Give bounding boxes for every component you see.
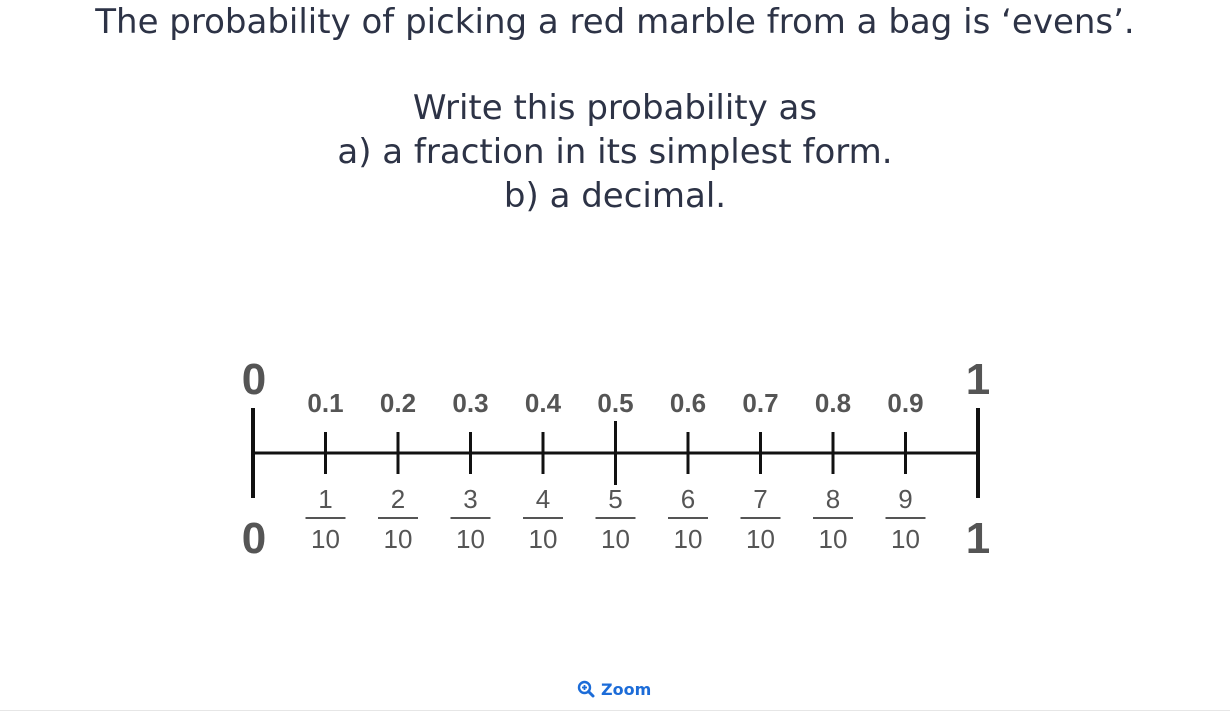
fraction-denominator: 10: [818, 524, 848, 554]
number-line-end-label-bottom: 1: [965, 514, 991, 563]
zoom-label: Zoom: [601, 679, 652, 699]
number-line: [0, 340, 1230, 580]
fraction-denominator: 10: [601, 524, 630, 554]
number-line-start-label-top: 0: [241, 355, 267, 404]
decimal-label: 0.5: [597, 388, 634, 418]
decimal-label: 0.4: [524, 388, 562, 418]
instruction-part-a: a) a fraction in its simplest form.: [337, 132, 893, 172]
fraction-numerator: 2: [390, 484, 406, 514]
number-line-end-label-top: 1: [965, 355, 991, 404]
fraction-numerator: 3: [463, 484, 478, 514]
decimal-label: 0.2: [379, 388, 417, 418]
number-line-ticks: [306, 388, 926, 554]
fraction-numerator: 4: [535, 484, 551, 514]
instruction-line: Write this probability as: [412, 88, 818, 128]
question-instructions: [0, 86, 1230, 218]
fraction-denominator: 10: [528, 524, 558, 554]
decimal-label: 0.7: [742, 388, 779, 418]
zoom-in-icon: [577, 680, 595, 698]
fraction-denominator: 10: [383, 524, 413, 554]
fraction-numerator: 6: [680, 484, 696, 514]
instruction-part-b: b) a decimal.: [503, 176, 727, 216]
fraction-denominator: 10: [311, 524, 340, 554]
fraction-denominator: 10: [891, 524, 920, 554]
fraction-numerator: 1: [318, 484, 333, 514]
divider: [0, 710, 1230, 711]
fraction-denominator: 10: [746, 524, 775, 554]
decimal-label: 0.8: [814, 388, 852, 418]
decimal-label: 0.1: [307, 388, 344, 418]
fraction-numerator: 8: [825, 484, 841, 514]
fraction-denominator: 10: [673, 524, 703, 554]
number-line-start-label-bottom: 0: [241, 514, 267, 563]
fraction-numerator: 7: [753, 484, 768, 514]
zoom-button[interactable]: [577, 676, 651, 702]
decimal-label: 0.6: [669, 388, 707, 418]
fraction-numerator: 5: [608, 484, 623, 514]
fraction-numerator: 9: [898, 484, 913, 514]
question-title: The probability of picking a red marble from a bag is ‘evens’.: [95, 2, 1135, 42]
fraction-denominator: 10: [456, 524, 485, 554]
decimal-label: 0.9: [887, 388, 924, 418]
decimal-label: 0.3: [452, 388, 489, 418]
